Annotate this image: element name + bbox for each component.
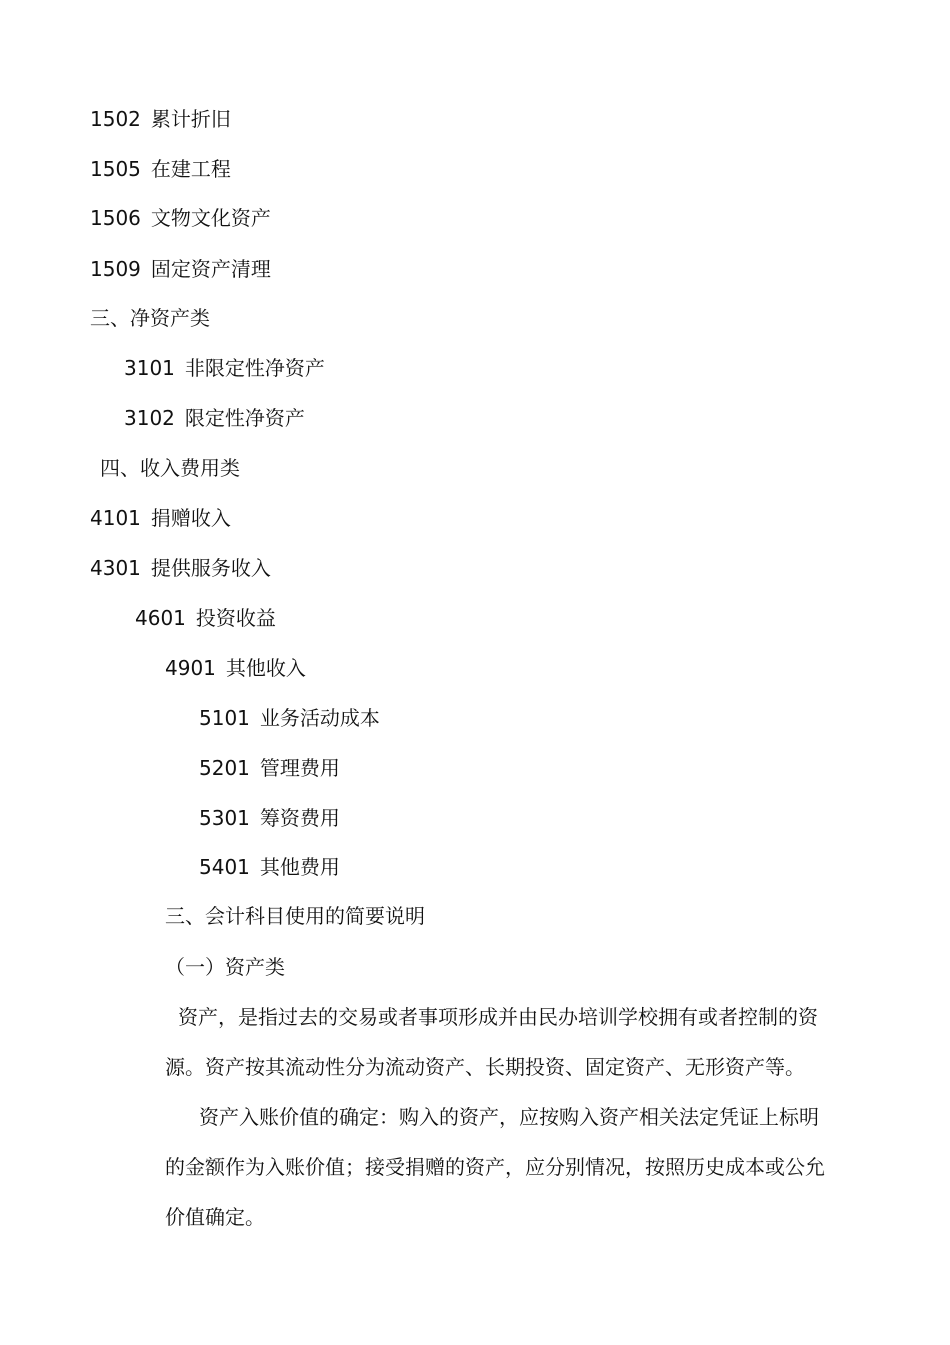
- account-item-1506: [90, 204, 271, 232]
- account-item-5201: [199, 754, 340, 782]
- paragraph-1-line-1: 资产，是指过去的交易或者事项形成并由民办培训学校拥有或者控制的资: [178, 1005, 818, 1029]
- account-name: 捐赠收入: [150, 506, 231, 530]
- account-item-5401: [199, 853, 340, 881]
- account-name: 提供服务收入: [150, 556, 271, 580]
- account-code: 1509: [90, 257, 141, 281]
- account-item-4301: [90, 554, 271, 582]
- subsection-heading-assets: （一）资产类: [165, 955, 285, 979]
- account-name: 累计折旧: [150, 107, 231, 131]
- account-item-5101: [199, 704, 380, 732]
- account-code: 5401: [199, 855, 250, 879]
- account-name: 其他费用: [259, 855, 340, 879]
- section-heading-income: 四、收入费用类: [100, 456, 240, 480]
- account-name: 业务活动成本: [259, 706, 380, 730]
- account-name: 投资收益: [195, 606, 276, 630]
- account-item-4901: [165, 654, 306, 682]
- account-item-1502: [90, 105, 231, 133]
- account-code: 1502: [90, 107, 141, 131]
- account-item-1509: [90, 255, 271, 283]
- account-code: 3102: [124, 406, 175, 430]
- account-item-5301: [199, 804, 340, 832]
- account-item-4101: [90, 504, 231, 532]
- account-code: 4301: [90, 556, 141, 580]
- account-name: 文物文化资产: [150, 206, 271, 230]
- account-name: 其他收入: [225, 656, 306, 680]
- account-item-1505: [90, 155, 231, 183]
- account-name: 管理费用: [259, 756, 340, 780]
- section-heading-explanation: 三、会计科目使用的简要说明: [165, 904, 425, 928]
- account-name: 筹资费用: [259, 806, 340, 830]
- paragraph-2-line-2: 的金额作为入账价值；接受捐赠的资产，应分别情况，按照历史成本或公允: [165, 1155, 825, 1179]
- account-name: 非限定性净资产: [184, 356, 325, 380]
- account-code: 4601: [135, 606, 186, 630]
- account-code: 4901: [165, 656, 216, 680]
- paragraph-2-line-1: 资产入账价值的确定：购入的资产，应按购入资产相关法定凭证上标明: [199, 1105, 819, 1129]
- account-item-4601: [135, 604, 276, 632]
- account-code: 5301: [199, 806, 250, 830]
- paragraph-2-line-3: 价值确定。: [165, 1205, 265, 1229]
- account-item-3101: [124, 354, 325, 382]
- account-name: 在建工程: [150, 157, 231, 181]
- account-code: 5201: [199, 756, 250, 780]
- paragraph-1-line-2: 源。资产按其流动性分为流动资产、长期投资、固定资产、无形资产等。: [165, 1055, 805, 1079]
- account-code: 5101: [199, 706, 250, 730]
- account-code: 3101: [124, 356, 175, 380]
- account-name: 固定资产清理: [150, 257, 271, 281]
- account-code: 1506: [90, 206, 141, 230]
- account-name: 限定性净资产: [184, 406, 305, 430]
- account-code: 4101: [90, 506, 141, 530]
- section-heading-net-assets: 三、净资产类: [90, 306, 210, 330]
- account-item-3102: [124, 404, 305, 432]
- account-code: 1505: [90, 157, 141, 181]
